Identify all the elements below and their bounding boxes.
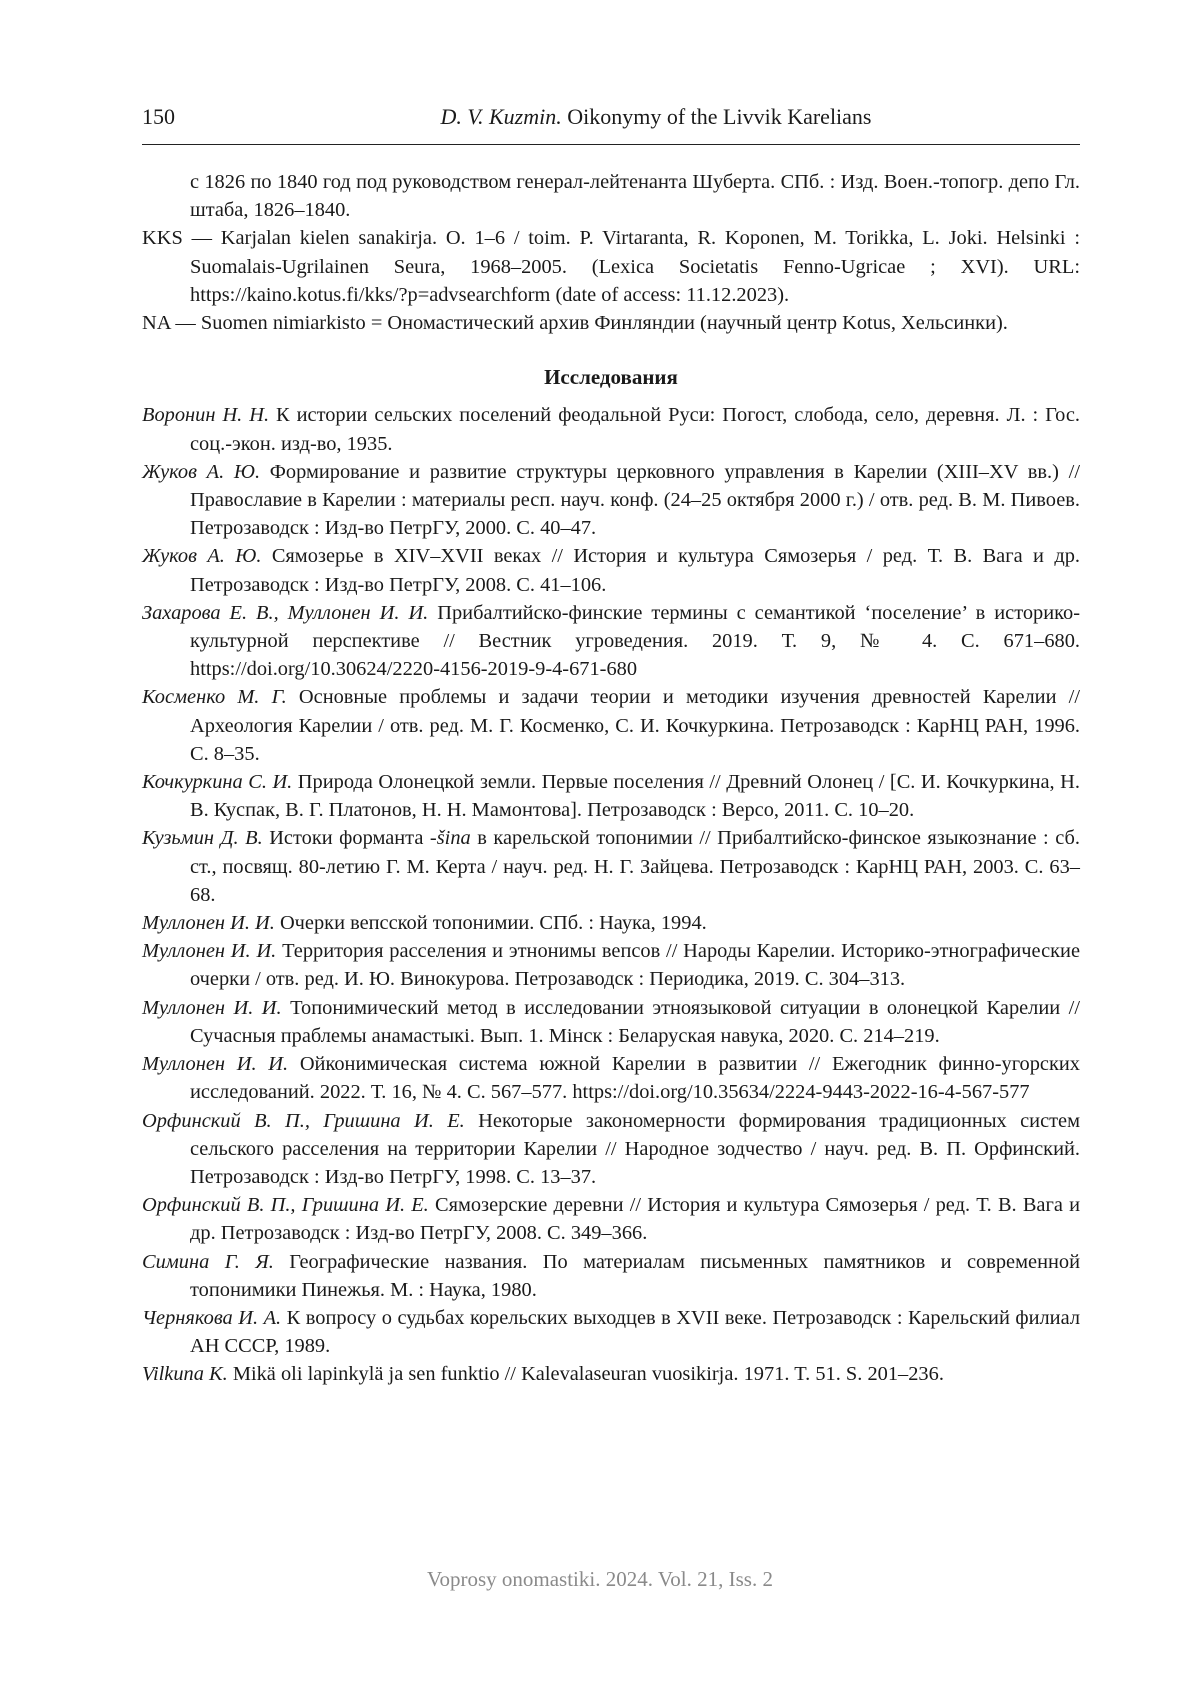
reference-text: Некоторые закономерности формирования традиционных систем сельского расселения на территории Карелии // Народное зодчество / науч. ред. В. П. Орфинский. Петрозаводск : Изд-во ПетрГУ, 1998. С. 13–37. [190,1110,1080,1188]
reference-text: Природа Олонецкой земли. Первые поселения // Древний Олонец / [С. И. Кочкуркина, Н. В. Куспак, В. Г. Платонов, Н. Н. Мамонтова]. Петрозаводск : Версо, 2011. С. 10–20. [190,771,1080,821]
running-title-author: D. V. Kuzmin. [440,104,561,129]
reference-author: Жуков А. Ю. [142,461,260,483]
reference-author: Косменко М. Г. [142,686,287,708]
reference-author: Жуков А. Ю. [142,545,261,567]
reference-author: Симина Г. Я. [142,1251,274,1273]
reference-entry [142,824,1080,909]
reference-author: Кочкуркина С. И. [142,771,292,793]
reference-author: Кузьмин Д. В. [142,827,263,849]
running-title-text: Oikonymy of the Livvik Karelians [562,104,872,129]
reference-text: Формирование и развитие структуры церковного управления в Карелии (XIII–XV вв.) // Православие в Карелии : материалы респ. науч. конф. (24–25 октября 2000 г.) / отв. ред. В. М. Пивоев. Петрозаводск : Изд-во ПетрГУ, 2000. С. 40–47. [190,461,1080,539]
reference-text: Основные проблемы и задачи теории и методики изучения древностей Карелии // Археология Карелии / отв. ред. М. Г. Косменко, С. И. Кочкуркина. Петрозаводск : КарНЦ РАН, 1996. С. 8–35. [190,686,1080,764]
reference-author: Воронин Н. Н. [142,404,269,426]
running-title [142,104,1080,130]
section-heading: Исследования [142,363,1080,391]
reference-author: Чернякова И. А. [142,1307,281,1329]
main-content [142,168,1080,1389]
reference-text: Топонимический метод в исследовании этноязыковой ситуации в олонецкой Карелии // Сучасныя праблемы анамастыкі. Вып. 1. Мінск : Беларуская навука, 2020. С. 214–219. [190,997,1080,1047]
running-header [142,104,1080,145]
reference-text: Сямозерье в XIV–XVII веках // История и культура Сямозерья / ред. Т. В. Вага и др. Петрозаводск : Изд-во ПетрГУ, 2008. С. 41–106. [190,545,1080,595]
reference-entry [142,683,1080,768]
reference-text: К истории сельских поселений феодальной Руси: Погост, слобода, село, деревня. Л. : Гос. соц.-экон. изд-во, 1935. [190,404,1080,454]
reference-entry [142,1050,1080,1106]
reference-text: Сямозерские деревни // История и культура Сямозерья / ред. Т. В. Вага и др. Петрозаводск : Изд-во ПетрГУ, 2008. С. 349–366. [190,1194,1080,1244]
reference-entry [142,599,1080,684]
journal-footer: Voprosy onomastiki. 2024. Vol. 21, Iss. 2 [0,1567,1200,1592]
reference-entry [142,1304,1080,1360]
reference-author: Муллонен И. И. [142,997,282,1019]
reference-author: Муллонен И. И. [142,940,276,962]
reference-entry [142,768,1080,824]
source-entry: NA — Suomen nimiarkisto = Ономастический архив Финляндии (научный центр Kotus, Хельсинки). [142,309,1080,337]
reference-entry [142,1191,1080,1247]
reference-entry [142,909,1080,937]
reference-entry [142,458,1080,543]
reference-text-pre: Истоки форманта [263,827,430,849]
reference-text: Очерки вепсской топонимии. СПб. : Наука, 1994. [275,912,707,934]
reference-author: Vilkuna K. [142,1363,228,1385]
reference-entry [142,1107,1080,1192]
reference-author: Захарова Е. В., Муллонен И. И. [142,602,428,624]
reference-author: Орфинский В. П., Гришина И. Е. [142,1110,465,1132]
reference-entry [142,994,1080,1050]
reference-entry [142,542,1080,598]
reference-text: Ойконимическая система южной Карелии в развитии // Ежегодник финно-угорских исследований. 2022. Т. 16, № 4. С. 567–577. https://doi.org/10.35634/2224-9443-2022-16-4-567-577 [190,1053,1080,1103]
source-entry: с 1826 по 1840 год под руководством генерал-лейтенанта Шуберта. СПб. : Изд. Воен.-топогр. депо Гл. штаба, 1826–1840. [142,168,1080,224]
page-number: 150 [142,104,175,130]
reference-text: Территория расселения и этнонимы вепсов // Народы Карелии. Историко-этнографические очерки / отв. ред. И. Ю. Винокурова. Петрозаводск : Периодика, 2019. С. 304–313. [190,940,1080,990]
reference-entry [142,937,1080,993]
reference-author: Орфинский В. П., Гришина И. Е. [142,1194,429,1216]
source-entry: KKS — Karjalan kielen sanakirja. O. 1–6 / toim. P. Virtaranta, R. Koponen, M. Torikka, L. Joki. Helsinki : Suomalais-Ugrilainen Seura, 1968–2005. (Lexica Societatis Fenno-Ugricae ; XVI). URL: https://kaino.kotus.fi/kks/?p=advsearchform (date of access: 11.12.2023). [142,224,1080,309]
reference-text: Прибалтийско-финские термины с семантикой ‘поселение’ в историко-культурной перспективе // Вестник угроведения. 2019. Т. 9, № 4. С. 671–680. https://doi.org/10.30624/2220-4156-2019-9-4-671-680 [190,602,1080,680]
reference-entry [142,1248,1080,1304]
reference-text: Географические названия. По материалам письменных памятников и современной топонимики Пинежья. М. : Наука, 1980. [190,1251,1080,1301]
reference-text: К вопросу о судьбах корельских выходцев в XVII веке. Петрозаводск : Карельский филиал АН СССР, 1989. [190,1307,1080,1357]
reference-entry [142,401,1080,457]
reference-entry [142,1360,1080,1388]
reference-text: в карельской топонимии // Прибалтийско-финское языкознание : сб. ст., посвящ. 80-летию Г. М. Керта / науч. ред. Н. Г. Зайцева. Петрозаводск : КарНЦ РАН, 2003. С. 63–68. [190,827,1080,905]
reference-author: Муллонен И. И. [142,912,275,934]
reference-text: Mikä oli lapinkylä ja sen funktio // Kalevalaseuran vuosikirja. 1971. T. 51. S. 201–236. [228,1363,944,1385]
reference-text-italic: -šina [430,827,471,849]
reference-author: Муллонен И. И. [142,1053,288,1075]
